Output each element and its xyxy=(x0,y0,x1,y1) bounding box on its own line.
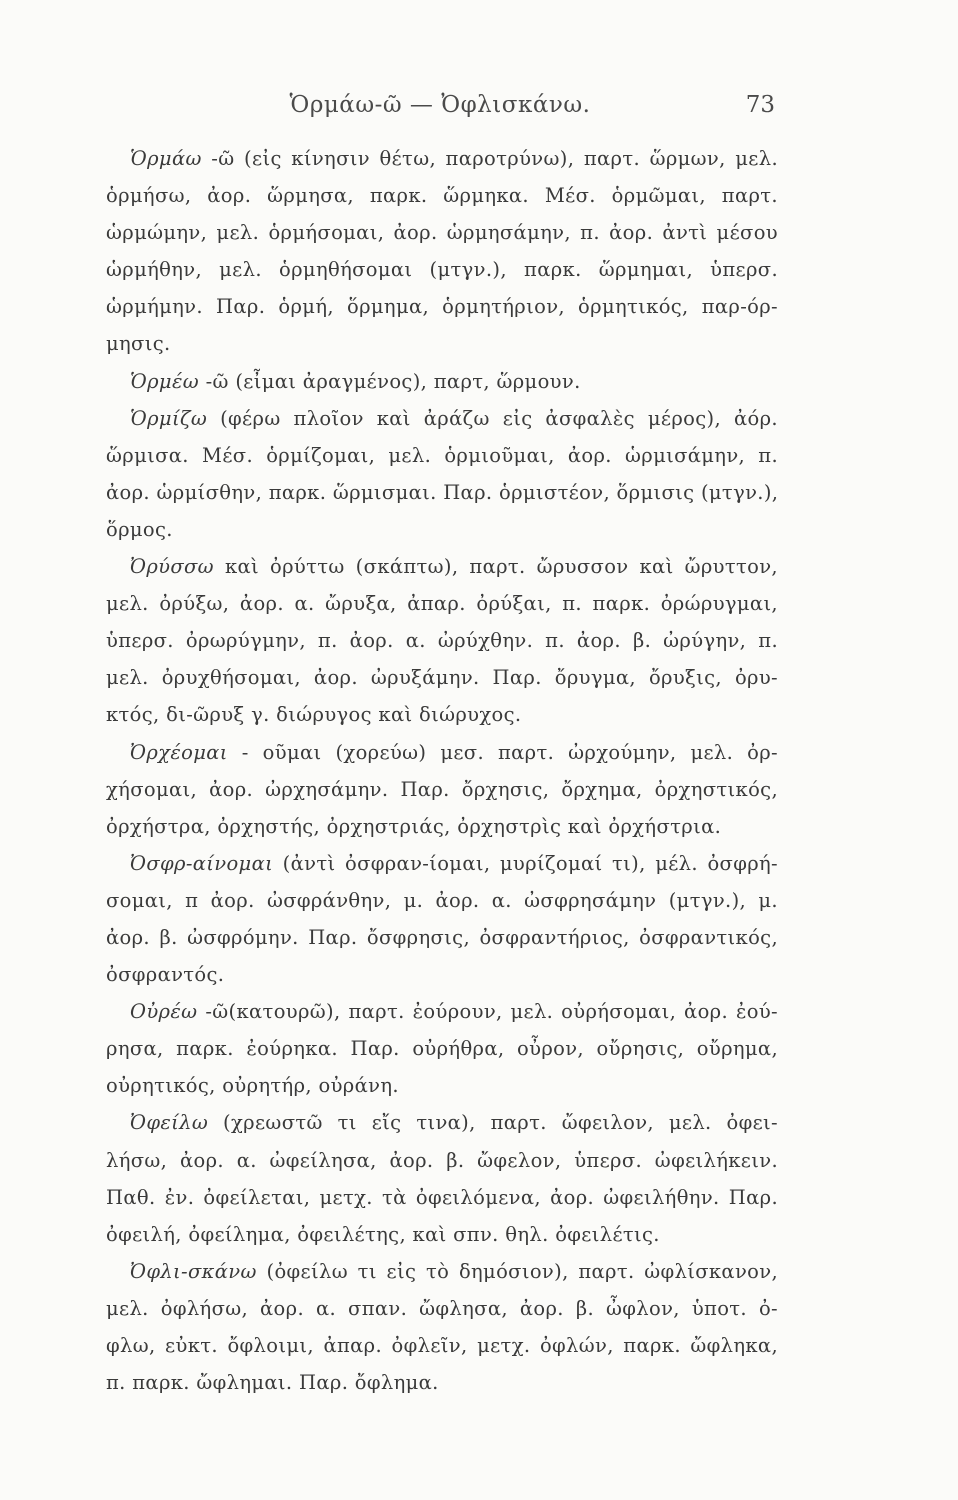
entry-line xyxy=(106,808,778,845)
entry-text: λήσω, ἀορ. α. ὠφείλησα, ἀορ. β. ὤφελον, ὑπερσ. ὠφειλήκειν. xyxy=(106,1148,778,1172)
entry-line xyxy=(106,474,778,511)
entry-text: ὀσφραντός. xyxy=(106,963,225,987)
entry-text: μελ. ὀρύξω, ἀορ. α. ὤρυξα, ἀπαρ. ὀρύξαι, π. παρκ. ὀρώρυγμαι, xyxy=(106,592,778,616)
entry-line xyxy=(106,956,778,993)
entry-headword: Ὁρμάω xyxy=(130,147,202,170)
dictionary-entry xyxy=(106,548,778,733)
entry-text: ρησα, παρκ. ἐούρηκα. Παρ. οὐρήθρα, οὖρον, οὔρησις, οὔρημα, xyxy=(106,1037,778,1061)
entry-line xyxy=(106,734,778,771)
dictionary-entry xyxy=(106,363,778,400)
entry-text: ὅρμος. xyxy=(106,517,173,541)
entry-line xyxy=(106,993,778,1030)
entry-text: σομαι, π ἀορ. ὠσφράνθην, μ. ἀορ. α. ὠσφρησάμην (μτγν.), μ. xyxy=(106,888,778,912)
entry-headword: Ὀφλι-σκάνω xyxy=(130,1259,257,1283)
entry-line xyxy=(106,400,778,437)
entry-text: -ῶ (εἶμαι ἀραγμένος), παρτ, ὥρμουν. xyxy=(205,369,581,393)
entry-text: ὀφειλή, ὀφείλημα, ὀφειλέτης, καὶ σπν. θηλ. ὀφειλέτις. xyxy=(106,1222,660,1246)
entry-text: (ἀντὶ ὀσφραν-ίομαι, μυρίζομαί τι), μέλ. ὀσφρή- xyxy=(282,851,778,875)
entry-line xyxy=(106,288,778,325)
dictionary-entry xyxy=(106,1253,778,1401)
entry-line xyxy=(106,548,778,585)
entry-text: οὐρητικός, οὐρητήρ, οὐράνη. xyxy=(106,1074,399,1098)
entry-text: ὡρμώμην, μελ. ὁρμήσομαι, ἀορ. ὡρμησάμην, π. ἀορ. ἀντὶ μέσου xyxy=(106,221,778,245)
entry-line xyxy=(106,1290,778,1327)
entry-line xyxy=(106,585,778,622)
entry-line xyxy=(106,696,778,733)
entry-headword: Ὀρχέομαι xyxy=(130,740,228,764)
entry-headword: Ὀρύσσω xyxy=(130,555,214,579)
dictionary-entry xyxy=(106,845,778,993)
page-number: 73 xyxy=(745,92,775,118)
entry-text: - οῦμαι (χορεύω) μεσ. παρτ. ὠρχούμην, μελ. ὀρ- xyxy=(241,740,778,764)
dictionary-entry xyxy=(106,734,778,845)
entry-text: ὑπερσ. ὀρωρύγμην, π. ἀορ. α. ὠρύχθην. π. ἀορ. β. ὠρύγην, π. xyxy=(106,629,778,653)
entry-line xyxy=(106,622,778,659)
entry-text: Παθ. ἐν. ὀφείλεται, μετχ. τὰ ὀφειλόμενα, ἀορ. ὠφειλήθην. Παρ. xyxy=(106,1185,778,1209)
entry-line xyxy=(106,511,778,548)
entry-line xyxy=(106,251,778,288)
entry-line xyxy=(106,1179,778,1216)
entry-line xyxy=(106,1104,778,1141)
entry-line xyxy=(106,214,778,251)
entry-text: ὡρμήθην, μελ. ὁρμηθήσομαι (μτγν.), παρκ. ὥρμημαι, ὑπερσ. xyxy=(106,258,778,282)
entry-line xyxy=(106,1253,778,1290)
dictionary-entry xyxy=(106,400,778,548)
entry-text: (φέρω πλοῖον καὶ ἀράζω εἰς ἀσφαλὲς μέρος), ἀόρ. xyxy=(220,406,778,430)
entry-text: χήσομαι, ἀορ. ὠρχησάμην. Παρ. ὄρχησις, ὄρχημα, ὀρχηστικός, xyxy=(106,777,778,801)
entry-text: φλω, εὐκτ. ὄφλοιμι, ἀπαρ. ὀφλεῖν, μετχ. ὀφλών, παρκ. ὤφληκα, xyxy=(106,1334,778,1357)
entry-line xyxy=(106,845,778,882)
entry-headword: Ὁρμέω xyxy=(130,369,200,393)
entry-line xyxy=(106,1216,778,1253)
entry-text: ὀρχήστρα, ὀρχηστής, ὀρχηστριάς, ὀρχηστρὶς καὶ ὀρχήστρια. xyxy=(106,814,722,838)
entry-line xyxy=(106,1327,778,1364)
entry-line xyxy=(106,1067,778,1104)
entry-text: (χρεωστῶ τι εἴς τινα), παρτ. ὤφειλον, μελ. ὀφει- xyxy=(223,1111,778,1135)
entry-line xyxy=(106,1030,778,1067)
dictionary-entry xyxy=(106,993,778,1104)
entry-text: μησις. xyxy=(106,332,171,356)
dictionary-entry xyxy=(106,140,778,363)
entry-text: -ῶ (εἰς κίνησιν θέτω, παροτρύνω), παρτ. ὥρμων, μελ. xyxy=(211,147,778,170)
entry-text: -ῶ(κατουρῶ), παρτ. ἐούρουν, μελ. οὐρήσομαι, ἀορ. ἐού- xyxy=(205,1000,778,1024)
dictionary-entry xyxy=(106,1104,778,1252)
entry-text: ὡρμήμην. Παρ. ὁρμή, ὅρμημα, ὁρμητήριον, ὁρμητικός, παρ-όρ- xyxy=(106,295,778,319)
entry-line xyxy=(106,1142,778,1179)
entry-text: ἀορ. β. ὠσφρόμην. Παρ. ὄσφρησις, ὀσφραντήριος, ὀσφραντικός, xyxy=(106,925,778,949)
entry-line xyxy=(106,363,778,400)
entry-text: ὁρμήσω, ἀορ. ὥρμησα, παρκ. ὥρμηκα. Μέσ. ὁρμῶμαι, παρτ. xyxy=(106,184,778,208)
entry-line xyxy=(106,140,778,177)
entry-line xyxy=(106,1364,778,1401)
entry-line xyxy=(106,437,778,474)
entry-line xyxy=(106,177,778,214)
entry-text: μελ. ὀρυχθήσομαι, ἀορ. ὠρυξάμην. Παρ. ὄρυγμα, ὄρυξις, ὀρυ- xyxy=(106,666,778,690)
entry-text: καὶ ὀρύττω (σκάπτω), παρτ. ὤρυσσον καὶ ὤρυττον, xyxy=(224,555,778,579)
entry-line xyxy=(106,325,778,362)
entry-line xyxy=(106,659,778,696)
entry-text: (ὀφείλω τι εἰς τὸ δημόσιον), παρτ. ὠφλίσκανον, xyxy=(266,1259,778,1283)
page-header xyxy=(105,92,775,132)
entry-text: π. παρκ. ὤφλημαι. Παρ. ὄφλημα. xyxy=(106,1371,439,1395)
entry-text: ὥρμισα. Μέσ. ὁρμίζομαι, μελ. ὁρμιοῦμαι, ἀορ. ὡρμισάμην, π. xyxy=(106,443,778,467)
running-title: Ὁρμάω-ῶ — Ὀφλισκάνω. xyxy=(289,92,591,118)
entry-headword: Ὁρμίζω xyxy=(130,406,208,430)
dictionary-body xyxy=(106,140,778,1401)
entry-headword: Ὀσφρ-αίνομαι xyxy=(130,851,274,875)
entry-line xyxy=(106,771,778,808)
entry-line xyxy=(106,882,778,919)
entry-text: κτός, δι-ῶρυξ γ. διώρυγος καὶ διώρυχος. xyxy=(106,703,522,727)
entry-headword: Οὐρέω xyxy=(130,1000,198,1024)
entry-headword: Ὀφείλω xyxy=(130,1111,209,1135)
entry-text: ἀορ. ὡρμίσθην, παρκ. ὥρμισμαι. Παρ. ὁρμιστέον, ὅρμισις (μτγν.), xyxy=(106,480,778,504)
entry-line xyxy=(106,919,778,956)
entry-text: μελ. ὀφλήσω, ἀορ. α. σπαν. ὤφλησα, ἀορ. β. ὦφλον, ὑποτ. ὀ- xyxy=(106,1296,778,1320)
